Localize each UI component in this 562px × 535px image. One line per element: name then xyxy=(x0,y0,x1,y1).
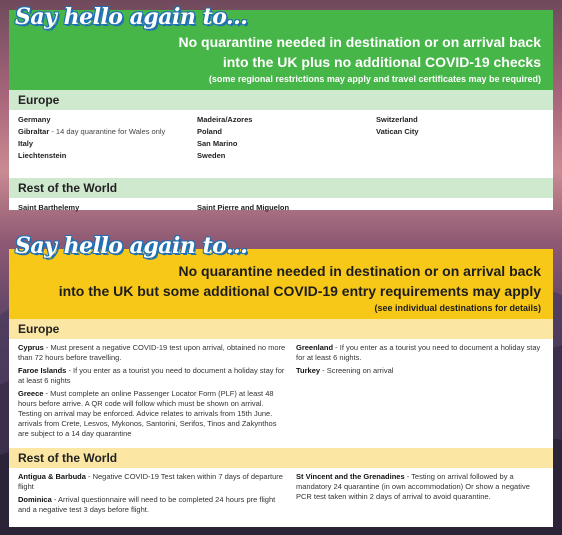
list-item: Italy xyxy=(18,139,34,148)
list-item: Cyprus - Must present a negative COVID-19 test upon arrival, obtained no more than 72 hours before travelling. xyxy=(18,343,286,362)
panel1-europe-col3 xyxy=(376,114,552,172)
panel2-row-bar: Rest of the World xyxy=(9,448,553,468)
panel2-row-right xyxy=(296,472,544,518)
list-item: Saint Pierre and Miguelon xyxy=(197,203,290,212)
list-item: Madeira/Azores xyxy=(197,115,253,124)
panel1-title-line1: No quarantine needed in destination or on arrival back xyxy=(178,34,541,50)
panel2-europe-list xyxy=(9,339,553,448)
panel-no-checks xyxy=(9,4,553,212)
panel1-europe-col2 xyxy=(197,114,376,172)
list-item: Faroe Islands - If you enter as a tourist you need to document a holiday stay for at least 6 nights xyxy=(18,366,285,385)
list-item: Dominica - Arrival questionnaire will need to be completed 24 hours pre flight and a negative test 3 days before flight. xyxy=(18,495,276,514)
list-item: Switzerland xyxy=(376,115,418,124)
panel2-script-heading: Say hello again to... xyxy=(15,233,248,259)
list-item: Turkey - Screening on arrival xyxy=(296,366,394,375)
panel2-row-list xyxy=(9,468,553,524)
list-item: Antigua & Barbuda - Negative COVID-19 Test taken within 7 days of departure flight xyxy=(18,472,283,491)
list-item: Gibraltar - 14 day quarantine for Wales only xyxy=(18,127,166,136)
panel2-europe-left xyxy=(18,343,286,442)
list-item: St Vincent and the Grenadines - Testing on arrival followed by a mandatory 24 quarantine (in own accommodation) Or show a negative PCR test taken within 2 days of arrival to avoid quarantine. xyxy=(296,472,530,501)
list-item: Poland xyxy=(197,127,223,136)
panel2-europe-right xyxy=(296,343,544,442)
list-item: Germany xyxy=(18,115,51,124)
panel1-row-list xyxy=(9,198,553,220)
panel1-europe-bar: Europe xyxy=(9,90,553,110)
panel2-title-line2: into the UK but some additional COVID-19 entry requirements may apply xyxy=(58,283,541,299)
panel-entry-requirements xyxy=(9,233,553,527)
list-item: Greece - Must complete an online Passenger Locator Form (PLF) at least 48 hours before arrive. A QR code will follow which must be shown on arrival. Testing on arrival may be enforced. Advice relates to arrivals from 15th June. arrivals from Crete, Lesvos, Mykonos, Santorini, Serifos, Tinos and Zakynthos are subject to a 14 day quarantine xyxy=(18,389,277,438)
list-item: Vatican City xyxy=(376,127,419,136)
panel1-subtitle: (some regional restrictions may apply and travel certificates may be required) xyxy=(208,74,541,84)
panel2-row-left xyxy=(18,472,286,518)
panel1-europe-list xyxy=(9,110,553,178)
list-item: Liechtenstein xyxy=(18,151,67,160)
panel1-script-heading: Say hello again to... xyxy=(15,4,248,30)
empty-cell xyxy=(376,202,552,214)
list-item: Saint Barthelemy xyxy=(18,203,80,212)
panel1-header xyxy=(9,4,553,90)
panel2-title-line1: No quarantine needed in destination or on arrival back xyxy=(178,263,541,279)
panel1-europe-col1 xyxy=(18,114,197,172)
panel2-europe-bar: Europe xyxy=(9,319,553,339)
panel1-row-bar: Rest of the World xyxy=(9,178,553,198)
list-item: Sweden xyxy=(197,151,226,160)
list-item: San Marino xyxy=(197,139,238,148)
panel1-title-line2: into the UK plus no additional COVID-19 checks xyxy=(222,54,541,70)
panel2-subtitle: (see individual destinations for details) xyxy=(374,303,541,313)
list-item: Greenland - If you enter as a tourist you need to document a holiday stay for at least 6 nights. xyxy=(296,343,541,362)
panel2-header xyxy=(9,233,553,319)
